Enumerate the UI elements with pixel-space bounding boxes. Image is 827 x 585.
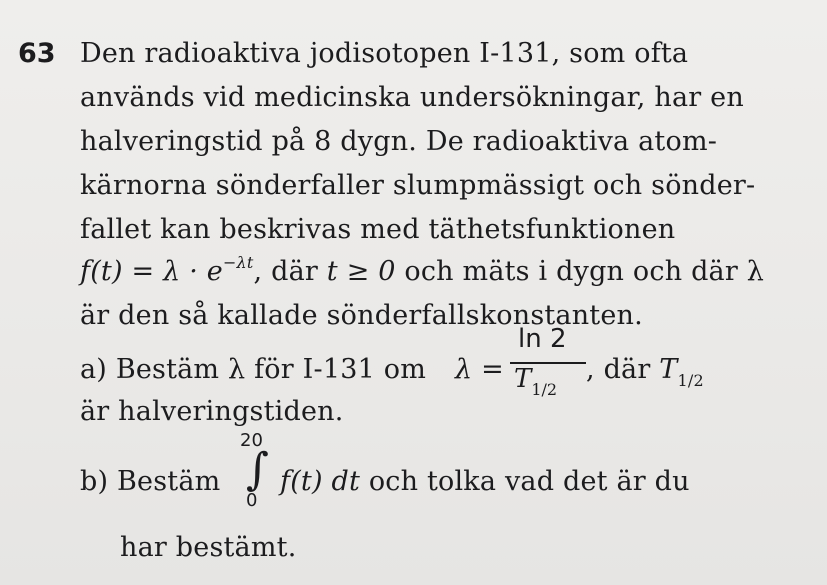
part-a-line <box>80 354 426 385</box>
fraction-denominator: $T_{1/2}$ <box>514 364 558 399</box>
integral-symbol: ∫ <box>246 444 269 495</box>
fraction-numerator: ln 2 <box>518 324 567 354</box>
integral-lower-limit: 0 <box>246 490 258 511</box>
part-a-after: , där $T_{1/2}$ <box>586 354 704 390</box>
part-a-line-2: är halveringstiden. <box>80 396 344 427</box>
density-exponent: −λt <box>222 253 254 272</box>
problem-line-1: Den radioaktiva jodisotopen I-131, som ofta <box>80 38 689 69</box>
formula-line <box>80 253 765 287</box>
part-b-prefix: b) Bestäm <box>80 466 221 497</box>
domain-condition: t ≥ 0 <box>326 256 396 287</box>
part-b-suffix: och tolka vad det är du <box>360 466 690 497</box>
t-half-sub: 1/2 <box>677 371 704 390</box>
part-a-text: a) Bestäm λ för I-131 om <box>80 354 427 385</box>
problem-number: 63 <box>18 38 56 69</box>
part-b-rest <box>280 466 690 497</box>
formula-text-2: och mäts i dygn och där λ <box>395 256 765 287</box>
integral-upper-limit: 20 <box>240 430 263 451</box>
problem-line-4: kärnorna sönderfaller slumpmässigt och sönder- <box>80 170 756 201</box>
problem-line-2: används vid medicinska undersökningar, har en <box>80 82 744 113</box>
integrand: f(t) dt <box>280 466 361 497</box>
problem-line-3: halveringstid på 8 dygn. De radioaktiva atom- <box>80 126 718 157</box>
part-b-line-2: har bestämt. <box>120 532 297 563</box>
problem-line-7: är den så kallade sönderfallskonstanten. <box>80 300 643 331</box>
formula-text-1: , där <box>253 256 327 287</box>
density-function: f(t) = λ · e <box>80 256 223 287</box>
t-half-symbol: T <box>659 354 678 385</box>
half-life-fraction <box>510 324 590 408</box>
lambda-lhs: λ = <box>455 354 504 385</box>
integral-sign <box>240 430 280 520</box>
problem-line-5: fallet kan beskrivas med täthetsfunktionen <box>80 214 676 245</box>
